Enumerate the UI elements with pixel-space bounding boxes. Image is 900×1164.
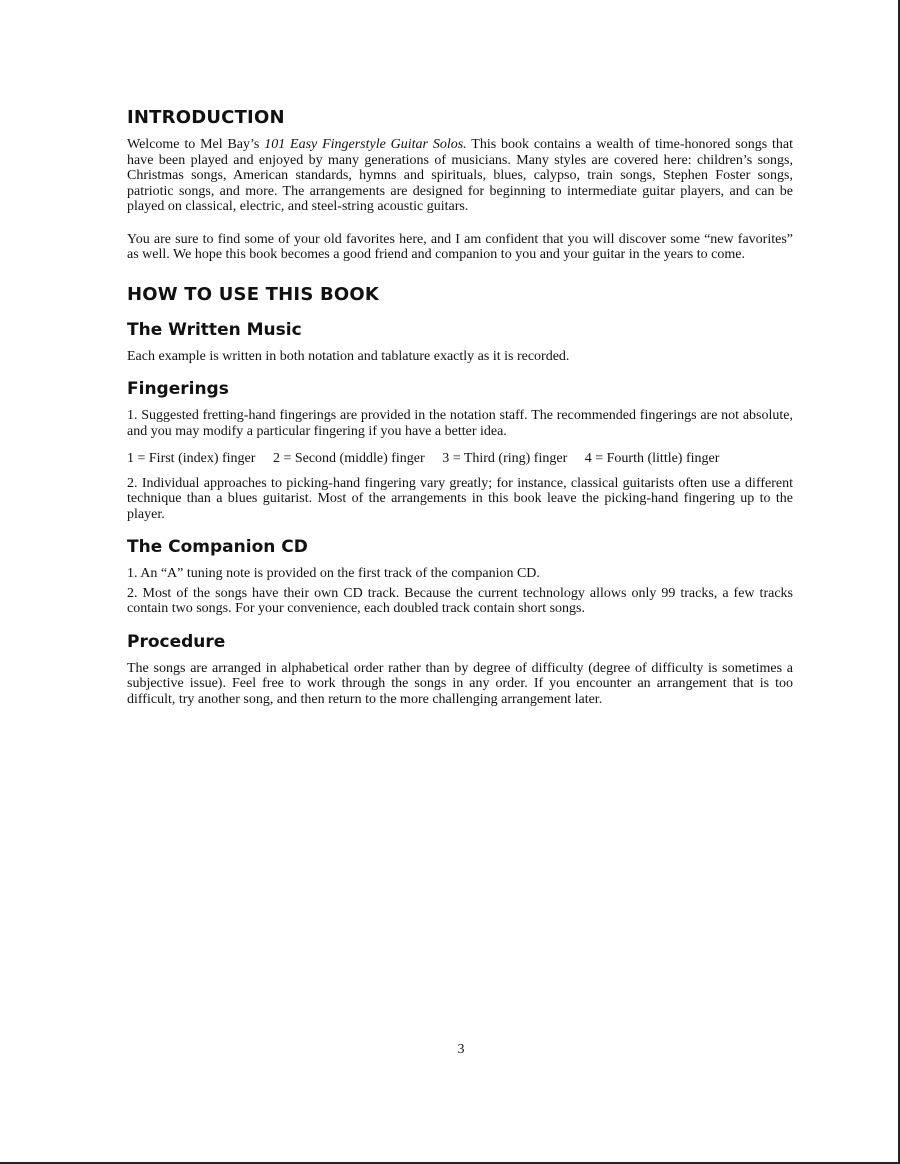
companion-cd-paragraph-2: 2. Most of the songs have their own CD track. Because the current technology allows only 99 tracks, a few tracks contain two songs. For your convenience, each doubled track contain short songs. [127,585,793,616]
companion-cd-paragraph-1: 1. An “A” tuning note is provided on the first track of the companion CD. [127,566,540,581]
intro-paragraph-1 [127,137,793,215]
fingerings-paragraph-2: 2. Individual approaches to picking-hand fingering vary greatly; for instance, classical guitarists often use a different technique than a blues guitarist. Most of the arrangements in this book leave the picking-hand fingering up to the player. [127,475,793,522]
document-page [127,107,793,707]
finger-legend [127,451,793,467]
heading-procedure: Procedure [127,631,226,652]
intro-text-lead: Welcome to Mel Bay’s [127,137,265,152]
heading-how-to-use: HOW TO USE THIS BOOK [127,283,380,305]
page-number: 3 [457,1042,465,1057]
intro-text-rest: This book contains a wealth of time-honored songs that have been played and enjoyed by many generations of musicians. Many styles are covered here: children’s songs, Christmas songs, American standards, hymns and spirituals, blues, calypso, train songs, Stephen Foster songs, patriotic songs, and more. The arrangements are designed for beginning to intermediate guitar players, and can be played on classical, electric, and steel-string acoustic guitars. [127,137,793,214]
finger-legend-item: 2 = Second (middle) finger [272,451,425,466]
intro-paragraph-2: You are sure to find some of your old favorites here, and I am confident that you will discover some “new favorites” as well. We hope this book becomes a good friend and companion to you and your guitar in the years to come. [127,231,793,262]
finger-legend-item: 1 = First (index) finger [127,451,256,466]
heading-introduction: INTRODUCTION [127,107,285,128]
heading-companion-cd: The Companion CD [127,537,308,557]
procedure-paragraph: The songs are arranged in alphabetical order rather than by degree of difficulty (degree of difficulty is sometimes a subjective issue). Feel free to work through the songs in any order. If you encounter an arrangement that is too difficult, try another song, and then return to the more challenging arrangement later. [127,660,793,707]
book-title: 101 Easy Fingerstyle Guitar Solos. [264,137,467,152]
written-music-paragraph: Each example is written in both notation and tablature exactly as it is recorded. [127,348,570,364]
heading-fingerings: Fingerings [127,379,229,399]
fingerings-paragraph-1: 1. Suggested fretting-hand fingerings are provided in the notation staff. The recommended fingerings are not absolute, and you may modify a particular fingering if you have a better idea. [127,408,793,439]
finger-legend-item: 3 = Third (ring) finger [442,451,568,466]
heading-written-music: The Written Music [127,319,302,340]
finger-legend-item: 4 = Fourth (little) finger [584,451,720,466]
